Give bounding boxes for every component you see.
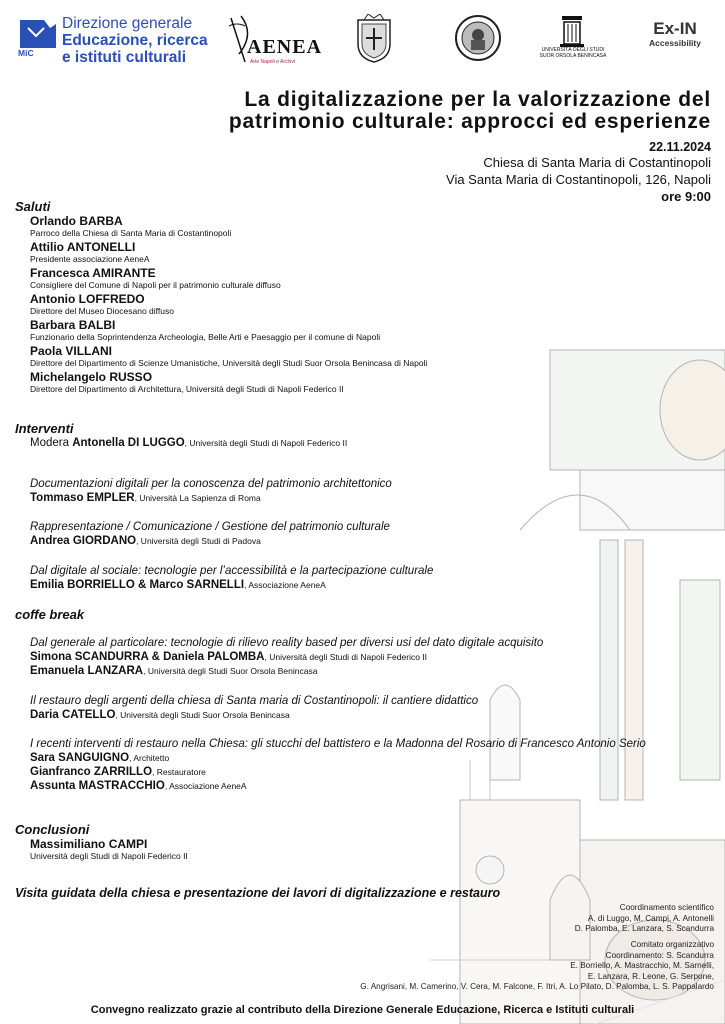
scientific-committee: Coordinamento scientifico A. di Luggo, M. Campi, A. Antonelli D. Palomba, E. Lanzara, S. Scandurra (574, 903, 714, 933)
aenea-tagline: Arte Napoli e Archivi (250, 59, 296, 65)
guided-visit: Visita guidata della chiesa e presentazione dei lavori di digitalizzazione e restauro (15, 886, 501, 900)
event-title: La digitalizzazione per la valorizzazione del patrimonio culturale: approcci ed esperienze (228, 88, 711, 133)
list-item: Antonio LOFFREDO Direttore del Museo Diocesano diffuso (30, 292, 174, 316)
talk: Rappresentazione / Comunicazione / Gestione del patrimonio culturale Andrea GIORDANO, Università degli Studi di Padova (30, 521, 390, 547)
exin-logo: Ex-IN Accessibility (649, 19, 701, 48)
list-item: Francesca AMIRANTE Consigliere del Comune di Napoli per il patrimonio culturale diffuso (30, 266, 281, 290)
event-address: Via Santa Maria di Costantinopoli, 126, Napoli (446, 172, 711, 187)
saluti-list (30, 215, 427, 397)
list-item: Michelangelo RUSSO Direttore del Dipartimento di Architettura, Università degli Studi di Napoli Federico II (30, 370, 344, 394)
mic-name: Direzione generale Educazione, ricerca e istituti culturali (62, 15, 208, 66)
talk: Dal generale al particolare: tecnologie di rilievo reality based per diversi usi del dato digitale acquisito Simona SCANDURRA & Daniela PALOMBA, Università degli Studi di Napoli Federico II Emanuela LANZARA, Università degli Studi Suor Orsola Benincasa (30, 637, 544, 677)
mic-logo-text: MiC (18, 48, 34, 58)
talk: Il restauro degli argenti della chiesa di Santa maria di Costantinopoli: il cantiere didattico Daria CATELLO, Università degli Studi Suor Orsola Benincasa (30, 695, 479, 721)
event-venue: Chiesa di Santa Maria di Costantinopoli (483, 155, 711, 170)
saluti-heading: Saluti (15, 199, 51, 214)
church-altar-illustration (430, 200, 725, 1024)
talk: Documentazioni digitali per la conoscenza del patrimonio architettonico Tommaso EMPLER, Università La Sapienza di Roma (30, 478, 392, 504)
footer-credit: Convegno realizzato grazie al contributo della Direzione Generale Educazione, Ricerca e Istituti culturali (90, 1004, 635, 1016)
unisob-logo-text: UNIVERSITÀ DEGLI STUDI SUOR ORSOLA BENINCASA (539, 47, 607, 59)
municipal-crest-icon (352, 14, 396, 64)
talk: I recenti interventi di restauro nella Chiesa: gli stucchi del battistero e la Madonna del Rosario di Francesco Antonio Serio Sara SANGUIGNO, Architetto Gianfranco ZARRILLO, Restauratore Assunta MASTRACCHIO, Associazione AeneA (30, 738, 646, 792)
list-item: Barbara BALBI Funzionario della Soprintendenza Archeologia, Belle Arti e Paesaggio per il comune di Napoli (30, 318, 381, 342)
list-item: Orlando BARBA Parroco della Chiesa di Santa Maria di Costantinopoli (30, 214, 232, 238)
event-date: 22.11.2024 (649, 140, 711, 154)
coffee-break-heading: coffe break (15, 607, 85, 622)
moderator: Modera Antonella DI LUGGO, Università degli Studi di Napoli Federico II (30, 437, 348, 449)
university-seal-icon (454, 13, 502, 63)
talk: Dal digitale al sociale: tecnologie per l’accessibilità e la partecipazione culturale Emilia BORRIELLO & Marco SARNELLI, Associazione AeneA (30, 565, 434, 591)
conclusioni-speaker: Massimiliano CAMPI Università degli Studi di Napoli Federico II (30, 837, 188, 861)
conclusioni-heading: Conclusioni (15, 822, 90, 837)
list-item: Attilio ANTONELLI Presidente associazione AeneA (30, 240, 150, 264)
list-item: Paola VILLANI Direttore del Dipartimento di Scienze Umanistiche, Università degli Studi Suor Orsola Benincasa di Napoli (30, 344, 428, 368)
event-time: ore 9:00 (661, 189, 711, 204)
unisob-logo-icon (542, 12, 602, 68)
interventi-heading: Interventi (15, 421, 74, 436)
logo-bar (0, 0, 725, 75)
aenea-name: AENEA (247, 36, 323, 58)
organizing-committee: Comitato organizzativo Coordinamento: S. Scandurra E. Borriello, A. Mastracchio, M. Sarnelli, E. Lanzara, R. Leone, G. Serpone, G. Angrisani, M. Camerino, V. Cera, M. Falcone, F. Itri, A. Lo Pilato, D. Palomba, L. S. Pappalardo (360, 940, 714, 991)
